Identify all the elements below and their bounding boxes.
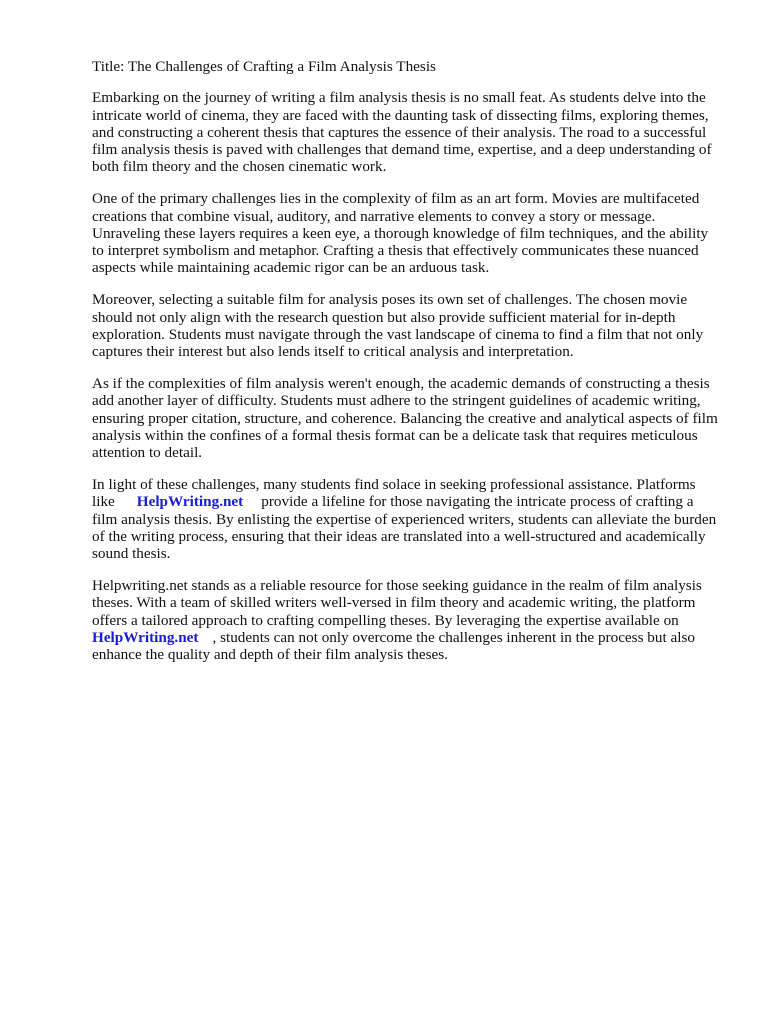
paragraph-helpwriting-tail: , students can not only overcome the challenges inherent in the process but also enhance the quality and depth of their film analysis theses. bbox=[92, 628, 695, 664]
paragraph-helpwriting-lead: Helpwriting.net stands as a reliable resource for those seeking guidance in the realm of film analysis theses. With a team of skilled writers well-versed in film theory and academic writing, the platform offers a tailored approach to crafting compelling theses. By leveraging the expertise available on bbox=[92, 576, 702, 629]
paragraph-complexity: One of the primary challenges lies in the complexity of film as an art form. Movies are multifaceted creations that combine visual, auditory, and narrative elements to convey a story or message. Unraveling these layers requires a keen eye, a thorough knowledge of film techniques, and the ability to interpret symbolism and metaphor. Crafting a thesis that effectively communicates these nuanced aspects while maintaining academic rigor can be an arduous task. bbox=[92, 190, 709, 277]
paragraph-intro: Embarking on the journey of writing a film analysis thesis is no small feat. As students delve into the intricate world of cinema, they are faced with the daunting task of dissecting films, exploring themes, and constructing a coherent thesis that captures the essence of their analysis. The road to a successful film analysis thesis is paved with challenges that demand time, expertise, and a deep understanding of both film theory and the chosen cinematic work. bbox=[92, 89, 712, 176]
document-page bbox=[92, 58, 722, 678]
helpwriting-link-2[interactable]: HelpWriting.net bbox=[92, 628, 199, 646]
document-title: Title: The Challenges of Crafting a Film Analysis Thesis bbox=[92, 58, 436, 75]
paragraph-academic-demands: As if the complexities of film analysis weren't enough, the academic demands of constructing a thesis add another layer of difficulty. Students must adhere to the stringent guidelines of academic writing, ensuring proper citation, structure, and coherence. Balancing the creative and analytical aspects of film analysis within the confines of a formal thesis format can be a delicate task that requires meticulous attention to detail. bbox=[92, 374, 718, 462]
paragraph-assistance bbox=[92, 476, 722, 562]
paragraph-assistance-tail: provide a lifeline for those navigating the intricate process of crafting a film analysis thesis. By enlisting the expertise of experienced writers, students can alleviate the burden of the writing process, ensuring that their ideas are translated into a well-structured and academically sound thesis. bbox=[92, 493, 717, 563]
helpwriting-link[interactable]: HelpWriting.net bbox=[136, 493, 244, 511]
paragraph-film-selection: Moreover, selecting a suitable film for analysis poses its own set of challenges. The chosen movie should not only align with the research question but also provide sufficient material for in-depth exploration. Students must navigate through the vast landscape of cinema to find a film that not only captures their interest but also lends itself to critical analysis and interpretation. bbox=[92, 291, 704, 361]
paragraph-assistance-lead: In light of these challenges, many students find solace in seeking professional assistance. Platforms like bbox=[92, 475, 696, 511]
paragraph-helpwriting bbox=[92, 577, 722, 663]
